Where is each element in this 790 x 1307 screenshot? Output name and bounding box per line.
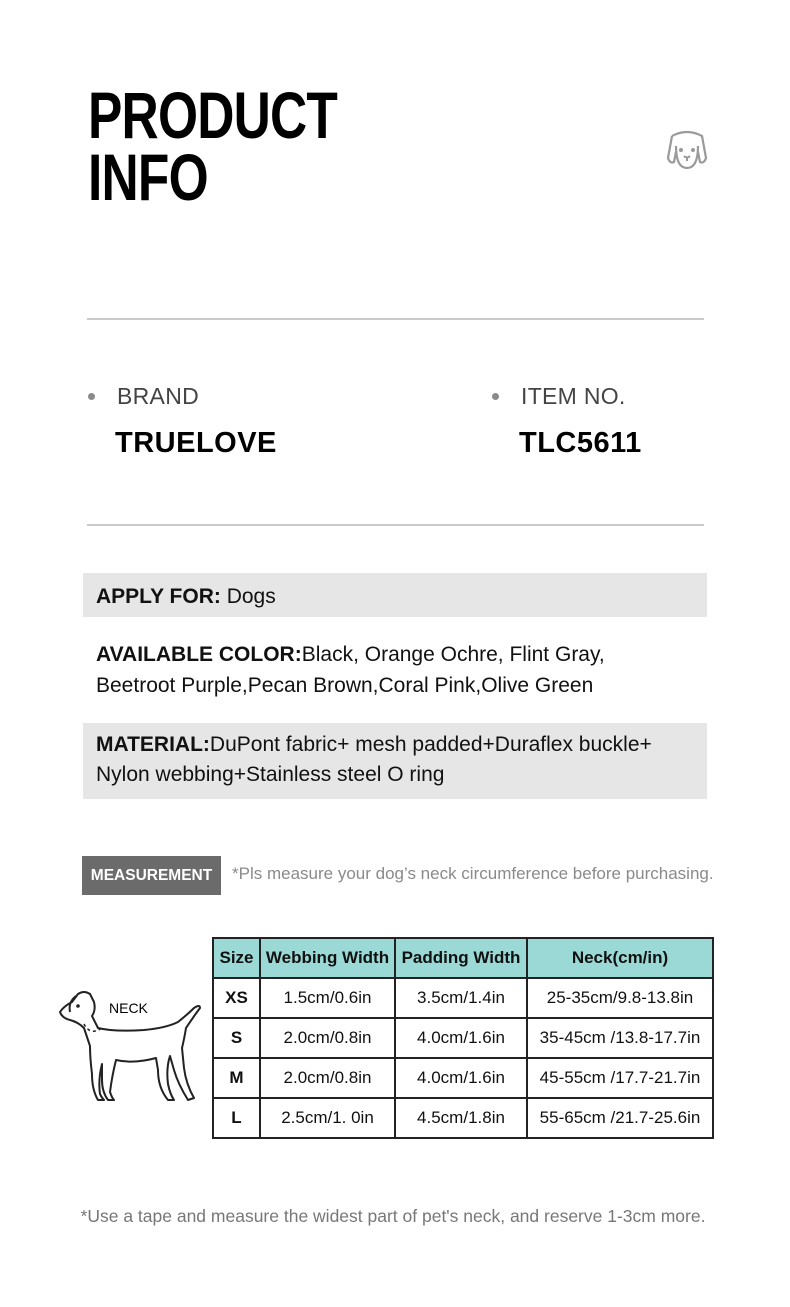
cell-neck: 35-45cm /13.8-17.7in bbox=[527, 1018, 713, 1058]
bullet-brand bbox=[88, 393, 95, 400]
measurement-note: *Pls measure your dog’s neck circumference before purchasing. bbox=[232, 864, 714, 883]
cell-neck: 45-55cm /17.7-21.7in bbox=[527, 1058, 713, 1098]
cell-neck: 55-65cm /21.7-25.6in bbox=[527, 1098, 713, 1138]
cell-size: S bbox=[213, 1018, 260, 1058]
table-row bbox=[213, 1058, 713, 1098]
cell-padding: 4.5cm/1.8in bbox=[395, 1098, 527, 1138]
size-table-header bbox=[213, 938, 713, 978]
bullet-item bbox=[492, 393, 499, 400]
material-line2: Nylon webbing+Stainless steel O ring bbox=[96, 763, 445, 786]
brand-label: BRAND bbox=[117, 383, 200, 409]
header-size: Size bbox=[213, 938, 260, 978]
header-padding-width: Padding Width bbox=[395, 938, 527, 978]
table-row bbox=[213, 978, 713, 1018]
available-color-block bbox=[96, 639, 605, 701]
neck-label: NECK bbox=[109, 1000, 148, 1016]
apply-for-label: APPLY FOR: bbox=[96, 585, 221, 608]
apply-for-band bbox=[83, 573, 707, 617]
material-band bbox=[83, 723, 707, 799]
divider-bottom bbox=[87, 524, 704, 526]
cell-padding: 4.0cm/1.6in bbox=[395, 1018, 527, 1058]
cell-size: XS bbox=[213, 978, 260, 1018]
cell-webbing: 2.0cm/0.8in bbox=[260, 1058, 395, 1098]
title-line-1: PRODUCT bbox=[88, 78, 338, 152]
cell-neck: 25-35cm/9.8-13.8in bbox=[527, 978, 713, 1018]
available-color-line1: Black, Orange Ochre, Flint Gray, bbox=[301, 643, 605, 666]
divider-top bbox=[87, 318, 704, 320]
header-neck: Neck(cm/in) bbox=[527, 938, 713, 978]
measurement-badge: MEASUREMENT bbox=[82, 856, 221, 895]
table-row bbox=[213, 1098, 713, 1138]
cell-webbing: 2.5cm/1. 0in bbox=[260, 1098, 395, 1138]
table-row bbox=[213, 1018, 713, 1058]
cell-size: L bbox=[213, 1098, 260, 1138]
available-color-line2: Beetroot Purple,Pecan Brown,Coral Pink,Olive Green bbox=[96, 674, 594, 697]
brand-value: TRUELOVE bbox=[115, 427, 277, 459]
material-line1: DuPont fabric+ mesh padded+Duraflex buckle+ bbox=[209, 733, 652, 756]
apply-for-value: Dogs bbox=[220, 585, 276, 608]
cell-webbing: 2.0cm/0.8in bbox=[260, 1018, 395, 1058]
footer-note: *Use a tape and measure the widest part of pet's neck, and reserve 1-3cm more. bbox=[80, 1206, 706, 1226]
available-color-label: AVAILABLE COLOR: bbox=[96, 643, 302, 666]
cell-padding: 4.0cm/1.6in bbox=[395, 1058, 527, 1098]
page-title bbox=[88, 78, 338, 214]
cell-size: M bbox=[213, 1058, 260, 1098]
item-value: TLC5611 bbox=[519, 427, 642, 459]
item-label: ITEM NO. bbox=[521, 383, 626, 409]
size-table bbox=[212, 937, 714, 1139]
cell-webbing: 1.5cm/0.6in bbox=[260, 978, 395, 1018]
material-text bbox=[96, 730, 652, 790]
dog-face-icon bbox=[664, 128, 710, 172]
header-webbing-width: Webbing Width bbox=[260, 938, 395, 978]
cell-padding: 3.5cm/1.4in bbox=[395, 978, 527, 1018]
title-line-2: INFO bbox=[88, 140, 208, 214]
material-label: MATERIAL: bbox=[96, 733, 210, 756]
apply-for-text bbox=[96, 581, 276, 612]
